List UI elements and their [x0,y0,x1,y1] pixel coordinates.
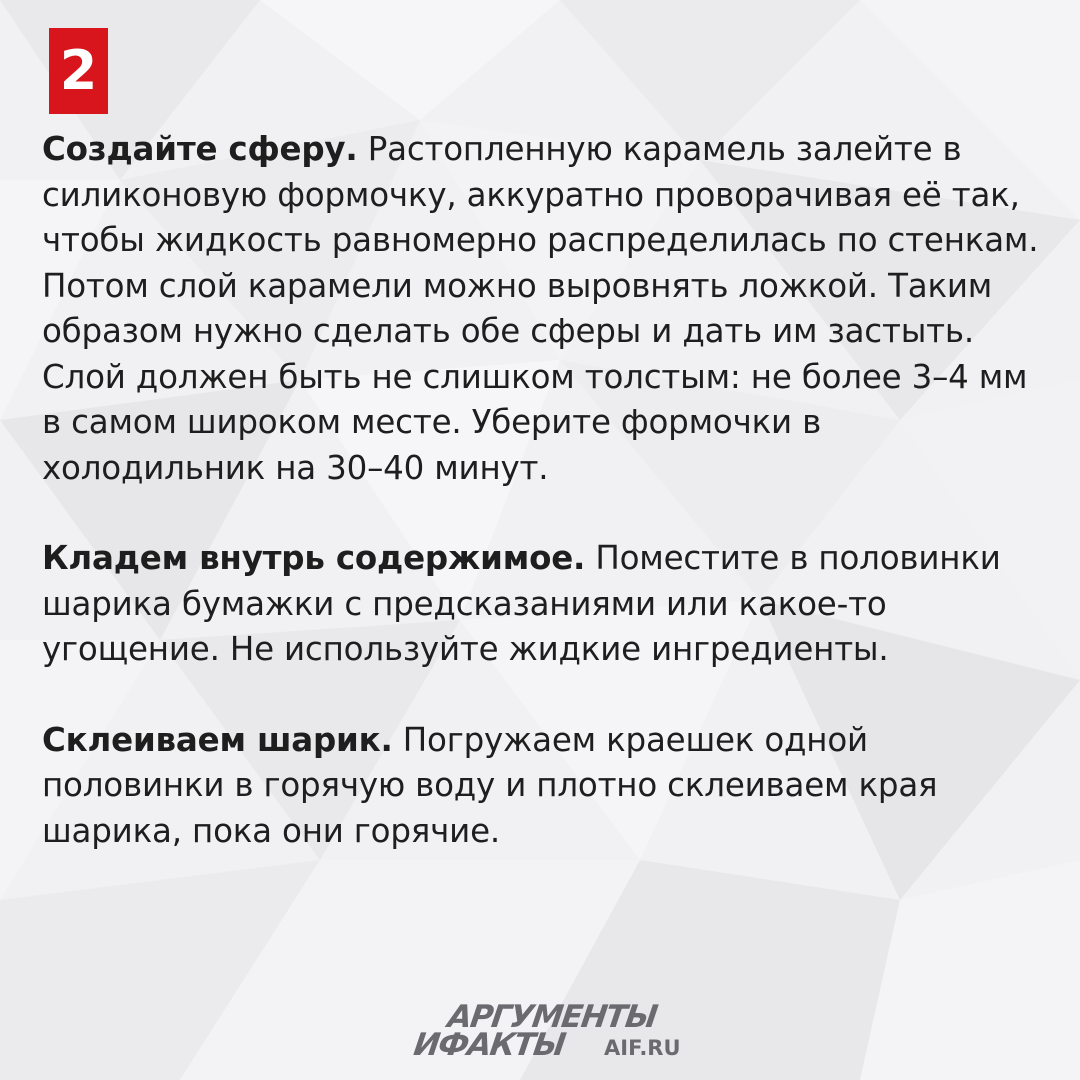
logo-line-1: АРГУМЕНТЫ [445,999,659,1035]
paragraph-body: Растопленную карамель залейте в силиконовую формочку, аккуратно проворачивая её так, чтобы жидкость равномерно распределилась по стенкам. Потом слой карамели можно выровнять ложкой. Таким образом нужно сделать обе сферы и дать им застыть. Слой должен быть не слишком толстым: не более 3–4 мм в самом широком месте. Уберите формочки в холодильник на 30–40 минут. [42,130,1039,487]
paragraph-lead: Кладем внутрь содержимое. [42,539,586,577]
paragraph-lead: Склеиваем шарик. [42,720,393,759]
logo-domain: AIF.RU [604,1036,681,1060]
paragraph-body: Поместите в половинки шарика бумажки с предсказаниями или какое-то угощение. Не используйте жидкие ингредиенты. [42,539,1001,668]
instructions-text [42,127,1042,854]
paragraph-put-content [42,536,1042,673]
paragraph-create-sphere [42,127,1042,491]
paragraph-glue-ball [42,718,1042,855]
step-number-badge: 2 [49,28,108,114]
logo-line-2: ИФАКТЫ [411,1027,567,1063]
paragraph-lead: Создайте сферу. [42,130,358,168]
aif-logo [411,999,684,1064]
paragraph-body: Погружаем краешек одной половинки в горячую воду и плотно склеиваем края шарика, пока они горячие. [42,720,938,850]
